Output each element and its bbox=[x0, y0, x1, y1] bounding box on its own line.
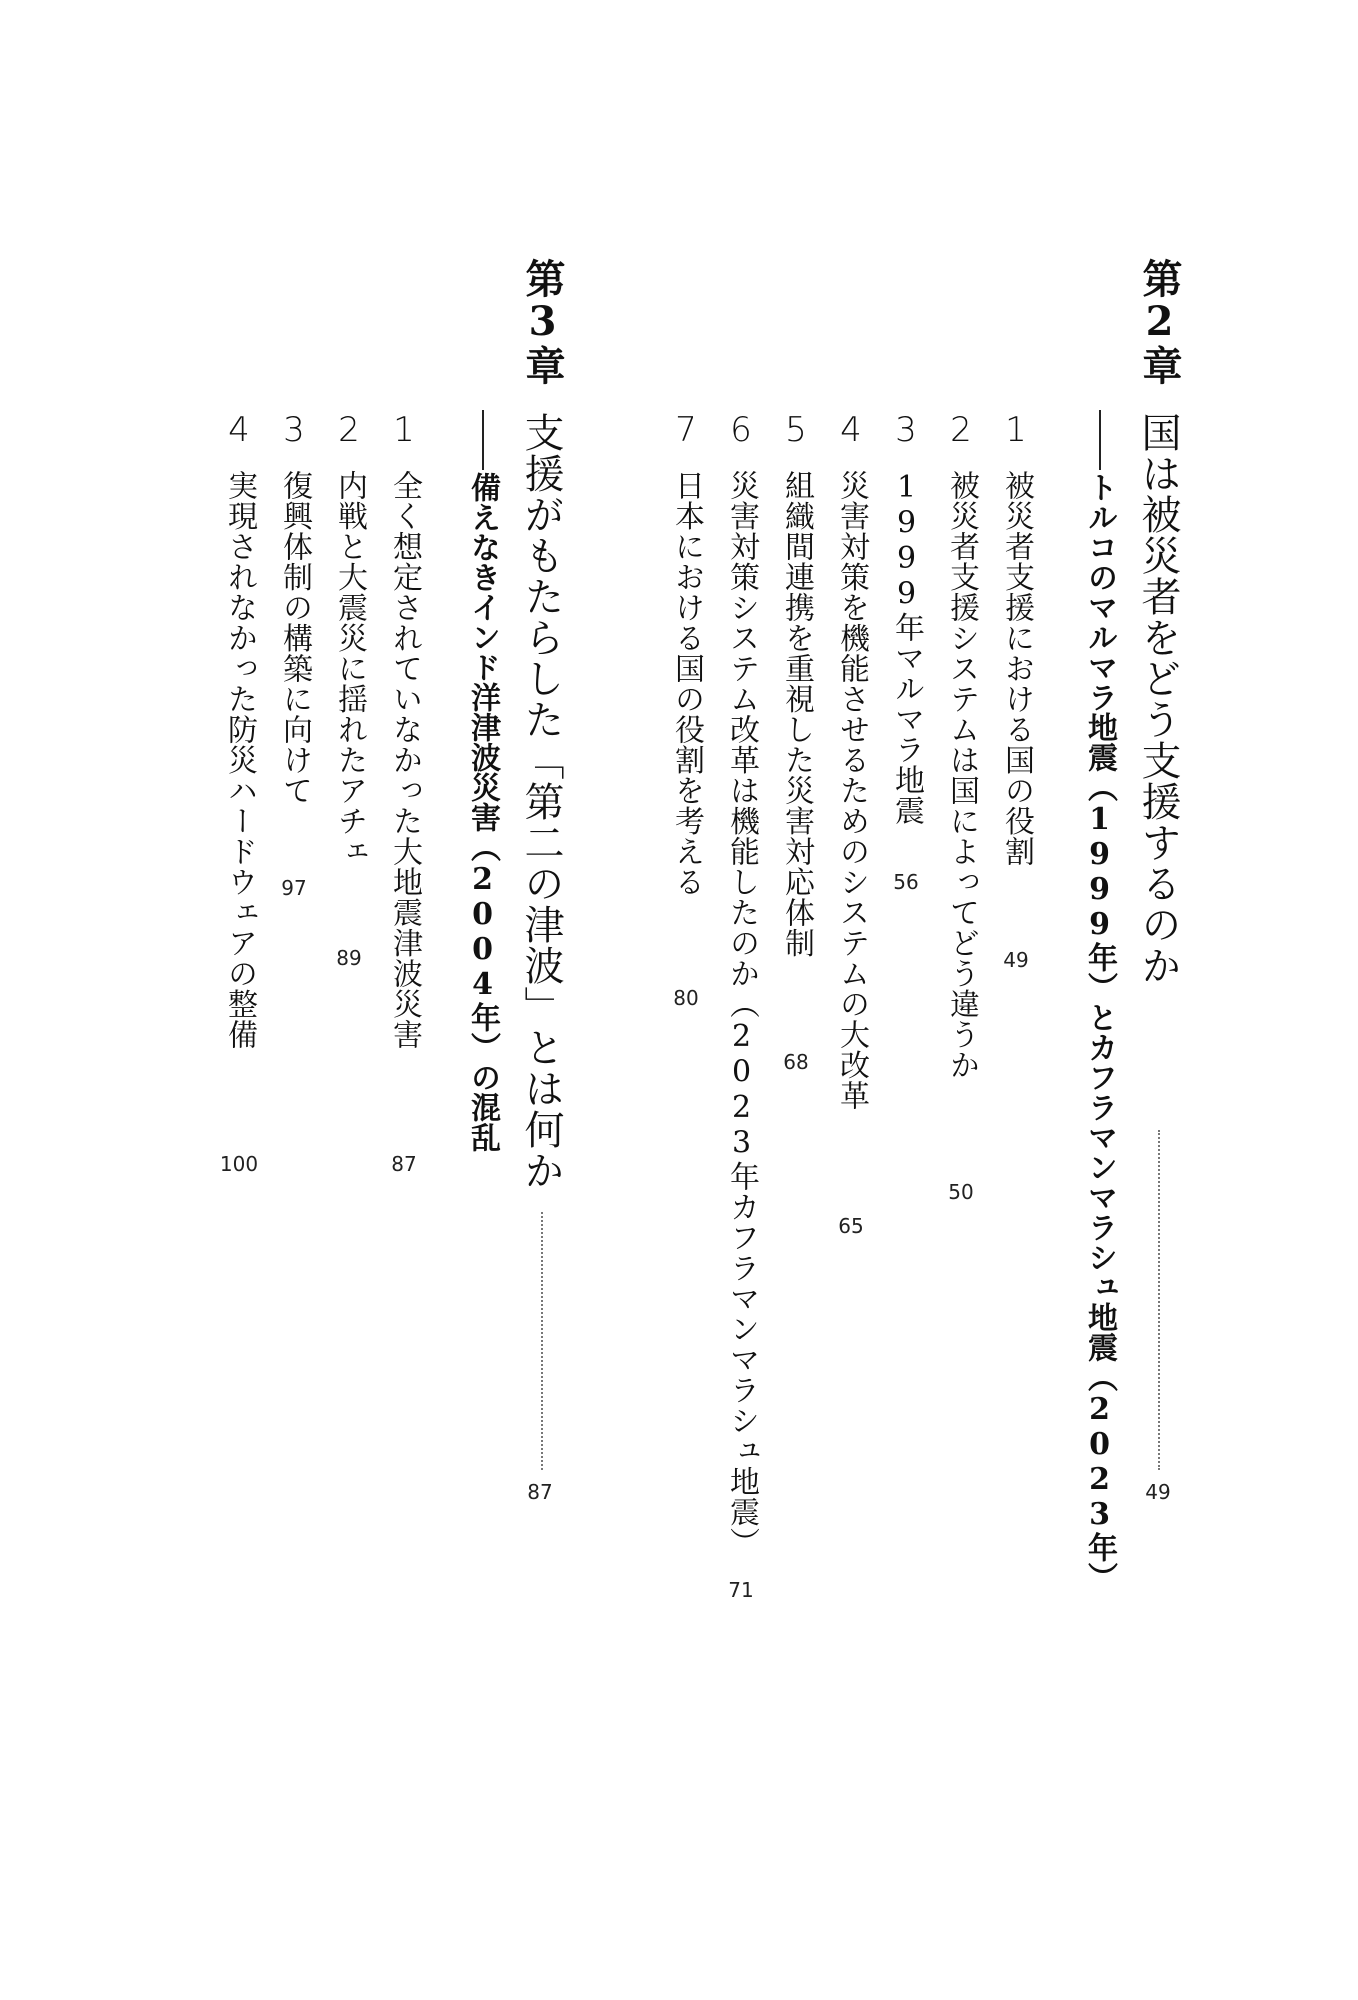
ch2-section-7-title: 日本における国の役割を考える bbox=[669, 470, 704, 897]
ch3-section-3-page: 97 bbox=[281, 876, 307, 900]
ch2-section-5-number: 5 bbox=[785, 410, 807, 450]
chapter-3-subtitle: 備えなきインド洋津波災害（2004年）の混乱 bbox=[465, 472, 500, 1152]
chapter-2-subtitle: トルコのマルマラ地震（1999年）とカフラマンマラシュ地震（2023年） bbox=[1082, 472, 1117, 1592]
ch3-section-1-title: 全く想定されていなかった大地震津波災害 bbox=[387, 470, 422, 1050]
ch2-section-1-page: 49 bbox=[1003, 948, 1029, 972]
ch2-section-4-page: 65 bbox=[838, 1214, 864, 1238]
ch3-section-4-page: 100 bbox=[219, 1152, 259, 1176]
chapter-2-title: 国は被災者をどう支援するのか bbox=[1135, 412, 1181, 986]
ch2-section-4-title: 災害対策を機能させるためのシステムの大改革 bbox=[834, 470, 869, 1111]
ch2-section-5-title: 組織間連携を重視した災害対応体制 bbox=[779, 470, 814, 958]
ch2-section-6-number: 6 bbox=[730, 410, 752, 450]
ch2-section-3-title: 1999年マルマラ地震 bbox=[889, 470, 924, 826]
chapter-3-subtitle-rule bbox=[482, 410, 484, 470]
ch3-section-3-title: 復興体制の構築に向けて bbox=[277, 470, 312, 806]
chapter-2-subtitle-rule bbox=[1099, 410, 1101, 470]
ch2-section-3-number: 3 bbox=[895, 410, 917, 450]
ch2-section-7-number: 7 bbox=[675, 410, 697, 450]
ch3-section-3-number: 3 bbox=[283, 410, 305, 450]
ch2-section-2-page: 50 bbox=[948, 1180, 974, 1204]
chapter-3-title: 支援がもたらした「第二の津波」とは何か bbox=[518, 412, 564, 1191]
ch2-section-6-title: 災害対策システム改革は機能したのか（2023年カフラマンマラシュ地震） bbox=[724, 470, 759, 1558]
ch3-section-2-title: 内戦と大震災に揺れたアチェ bbox=[332, 470, 367, 867]
ch2-section-2-title: 被災者支援システムは国によってどう違うか bbox=[944, 470, 979, 1080]
ch3-section-2-page: 89 bbox=[336, 946, 362, 970]
ch2-section-6-page: 71 bbox=[728, 1578, 754, 1602]
ch3-section-1-number: 1 bbox=[393, 410, 415, 450]
chapter-3-page: 87 bbox=[527, 1480, 553, 1504]
ch3-section-1-page: 87 bbox=[391, 1152, 417, 1176]
ch3-section-4-number: 4 bbox=[228, 410, 250, 450]
ch2-section-3-page: 56 bbox=[893, 870, 919, 894]
ch2-section-7-page: 80 bbox=[673, 986, 699, 1010]
ch2-section-4-number: 4 bbox=[840, 410, 862, 450]
ch2-section-1-title: 被災者支援における国の役割 bbox=[999, 470, 1034, 867]
chapter-2-label: 第2章 bbox=[1136, 258, 1183, 385]
ch2-section-2-number: 2 bbox=[950, 410, 972, 450]
ch2-section-5-page: 68 bbox=[783, 1050, 809, 1074]
chapter-2-page: 49 bbox=[1145, 1480, 1171, 1504]
ch3-section-4-title: 実現されなかった防災ハードウェアの整備 bbox=[222, 470, 257, 1050]
chapter-3-leader-dots bbox=[541, 1212, 543, 1470]
chapter-3-label: 第3章 bbox=[519, 258, 566, 385]
chapter-2-leader-dots bbox=[1158, 1130, 1160, 1470]
ch2-section-1-number: 1 bbox=[1005, 410, 1027, 450]
ch3-section-2-number: 2 bbox=[338, 410, 360, 450]
